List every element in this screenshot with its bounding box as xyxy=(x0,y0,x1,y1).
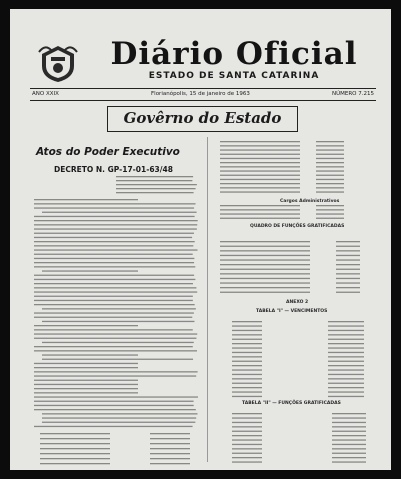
text-line xyxy=(116,192,194,193)
text-line xyxy=(34,291,197,292)
text-line xyxy=(232,356,262,357)
text-line xyxy=(220,246,310,247)
text-line xyxy=(232,365,262,366)
text-line xyxy=(316,213,344,214)
text-line xyxy=(232,417,262,418)
text-line xyxy=(336,287,360,288)
text-line xyxy=(316,187,344,188)
text-line xyxy=(332,413,366,414)
text-line xyxy=(40,448,110,449)
text-line xyxy=(34,371,198,372)
text-line xyxy=(332,435,366,436)
text-line xyxy=(332,457,366,458)
text-line xyxy=(42,342,194,343)
text-line xyxy=(34,287,196,288)
text-line xyxy=(328,356,364,357)
text-line xyxy=(328,365,364,366)
text-line xyxy=(34,220,198,221)
text-line xyxy=(34,375,196,376)
text-line xyxy=(34,312,194,313)
text-line xyxy=(34,275,194,276)
text-line xyxy=(34,329,193,330)
text-line xyxy=(34,367,138,368)
text-line xyxy=(328,325,364,326)
text-line xyxy=(220,205,300,206)
edition-date: Florianópolis, 15 de janeiro de 1963 xyxy=(151,91,250,97)
text-line xyxy=(232,361,262,362)
text-line xyxy=(34,233,194,234)
newspaper-title: Diário Oficial xyxy=(110,36,358,72)
text-line xyxy=(34,392,138,393)
text-line xyxy=(332,461,366,462)
tabela-ii-header: TABELA "II" — FUNÇÕES GRATIFICADAS xyxy=(242,401,341,406)
text-line xyxy=(34,380,138,381)
text-line xyxy=(34,426,193,427)
text-line xyxy=(232,457,262,458)
text-line xyxy=(150,438,190,439)
text-line xyxy=(336,273,360,274)
text-line xyxy=(220,179,300,180)
text-line xyxy=(232,383,262,384)
text-line xyxy=(316,218,344,219)
text-line xyxy=(220,149,300,150)
text-line xyxy=(116,188,196,189)
text-line xyxy=(316,205,344,206)
text-line xyxy=(232,431,262,432)
text-line xyxy=(116,184,197,185)
text-line xyxy=(332,444,366,445)
text-line xyxy=(232,396,262,397)
text-line xyxy=(34,241,195,242)
text-line xyxy=(316,154,344,155)
text-line xyxy=(232,448,262,449)
text-line xyxy=(150,443,190,444)
text-line xyxy=(336,264,360,265)
text-line xyxy=(42,270,138,271)
text-line xyxy=(316,170,344,171)
text-line xyxy=(328,396,364,397)
text-line xyxy=(328,339,364,340)
funcoes-header: QUADRO DE FUNÇÕES GRATIFICADAS xyxy=(250,224,345,229)
text-line xyxy=(34,254,193,255)
text-line xyxy=(316,191,344,192)
text-line xyxy=(34,207,194,208)
text-line xyxy=(220,158,300,159)
text-line xyxy=(220,191,300,192)
text-line xyxy=(220,278,310,279)
text-line xyxy=(316,166,344,167)
text-line xyxy=(332,426,366,427)
text-line xyxy=(328,343,364,344)
text-line xyxy=(220,183,300,184)
text-line xyxy=(232,369,262,370)
text-line xyxy=(220,145,300,146)
text-line xyxy=(232,321,262,322)
text-line xyxy=(316,149,344,150)
text-line xyxy=(150,448,190,449)
text-line xyxy=(34,245,193,246)
text-line xyxy=(34,216,195,217)
edition-year: ANO XXIX xyxy=(32,91,59,97)
text-line xyxy=(34,249,198,250)
text-line xyxy=(232,378,262,379)
text-line xyxy=(336,278,360,279)
text-line xyxy=(220,273,310,274)
text-line xyxy=(220,187,300,188)
text-line xyxy=(220,241,310,242)
text-line xyxy=(316,175,344,176)
text-line xyxy=(220,213,300,214)
text-line xyxy=(34,258,194,259)
text-line xyxy=(232,325,262,326)
text-line xyxy=(220,287,310,288)
text-line xyxy=(232,343,262,344)
text-line xyxy=(232,435,262,436)
text-line xyxy=(34,237,192,238)
text-line xyxy=(336,241,360,242)
text-line xyxy=(34,396,198,397)
text-line xyxy=(328,387,364,388)
text-line xyxy=(34,363,138,364)
text-line xyxy=(232,347,262,348)
text-line xyxy=(150,453,190,454)
tabela-i-header: TABELA "I" — VENCIMENTOS xyxy=(256,309,328,314)
text-line xyxy=(34,317,192,318)
text-line xyxy=(316,209,344,210)
text-line xyxy=(328,334,364,335)
text-line xyxy=(232,334,262,335)
illegible-body-text xyxy=(10,9,391,470)
text-line xyxy=(34,346,193,347)
newspaper-subtitle: ESTADO DE SANTA CATARINA xyxy=(148,71,320,81)
government-banner: Govêrno do Estado xyxy=(107,106,298,132)
text-line xyxy=(332,431,366,432)
text-line xyxy=(232,391,262,392)
edition-number: NÚMERO 7.215 xyxy=(332,91,375,97)
text-line xyxy=(332,417,366,418)
text-line xyxy=(328,391,364,392)
text-line xyxy=(34,388,138,389)
text-line xyxy=(34,228,197,229)
text-line xyxy=(220,175,300,176)
text-line xyxy=(40,458,110,459)
anexo2-header: ANEXO 2 xyxy=(286,300,309,305)
text-line xyxy=(332,453,366,454)
text-line xyxy=(316,158,344,159)
document-page xyxy=(10,9,391,470)
text-line xyxy=(150,458,190,459)
text-line xyxy=(220,170,300,171)
text-line xyxy=(232,426,262,427)
text-line xyxy=(220,218,300,219)
text-line xyxy=(34,296,193,297)
text-line xyxy=(336,269,360,270)
text-line xyxy=(34,199,138,200)
text-line xyxy=(220,255,310,256)
cargos-adm-header: Cargos Administrativos xyxy=(280,199,340,204)
text-line xyxy=(232,422,262,423)
text-line xyxy=(34,279,195,280)
text-line xyxy=(40,463,110,464)
text-line xyxy=(336,292,360,293)
text-line xyxy=(34,266,195,267)
text-line xyxy=(34,333,197,334)
text-line xyxy=(34,409,196,410)
text-line xyxy=(220,250,310,251)
text-line xyxy=(328,330,364,331)
text-line xyxy=(34,405,194,406)
text-line xyxy=(34,350,197,351)
text-line xyxy=(328,383,364,384)
text-line xyxy=(232,374,262,375)
text-line xyxy=(328,352,364,353)
text-line xyxy=(336,255,360,256)
text-line xyxy=(116,176,193,177)
text-line xyxy=(332,422,366,423)
text-line xyxy=(42,308,196,309)
text-line xyxy=(42,417,196,418)
text-line xyxy=(232,387,262,388)
text-line xyxy=(328,321,364,322)
section-title: Atos do Poder Executivo xyxy=(36,146,180,158)
text-line xyxy=(336,259,360,260)
text-line xyxy=(220,264,310,265)
text-line xyxy=(316,183,344,184)
text-line xyxy=(34,325,138,326)
text-line xyxy=(220,162,300,163)
text-line xyxy=(328,374,364,375)
text-line xyxy=(42,422,195,423)
text-line xyxy=(34,401,194,402)
text-line xyxy=(316,162,344,163)
text-line xyxy=(336,246,360,247)
text-line xyxy=(150,463,190,464)
text-line xyxy=(42,321,194,322)
text-line xyxy=(42,359,193,360)
text-line xyxy=(232,461,262,462)
text-line xyxy=(328,378,364,379)
text-line xyxy=(34,203,196,204)
text-line xyxy=(40,433,110,434)
text-line xyxy=(34,304,195,305)
text-line xyxy=(40,443,110,444)
text-line xyxy=(42,212,197,213)
text-line xyxy=(232,352,262,353)
text-line xyxy=(220,166,300,167)
text-line xyxy=(220,154,300,155)
text-line xyxy=(316,145,344,146)
text-line xyxy=(232,330,262,331)
text-line xyxy=(220,209,300,210)
text-line xyxy=(34,224,197,225)
text-line xyxy=(316,141,344,142)
text-line xyxy=(42,354,138,355)
text-line xyxy=(34,300,193,301)
text-line xyxy=(328,347,364,348)
text-line xyxy=(34,338,196,339)
text-line xyxy=(34,384,138,385)
text-line xyxy=(232,439,262,440)
text-line xyxy=(332,448,366,449)
text-line xyxy=(336,282,360,283)
text-line xyxy=(34,283,193,284)
text-line xyxy=(232,453,262,454)
text-line xyxy=(220,282,310,283)
text-line xyxy=(336,250,360,251)
text-line xyxy=(328,361,364,362)
text-line xyxy=(332,439,366,440)
text-line xyxy=(220,292,310,293)
text-line xyxy=(232,444,262,445)
text-line xyxy=(220,259,310,260)
text-line xyxy=(150,433,190,434)
text-line xyxy=(316,179,344,180)
text-line xyxy=(328,369,364,370)
text-line xyxy=(42,413,198,414)
text-line xyxy=(40,438,110,439)
decree-title: DECRETO N. GP-17-01-63/48 xyxy=(54,165,173,174)
text-line xyxy=(232,413,262,414)
text-line xyxy=(232,339,262,340)
text-line xyxy=(116,180,192,181)
text-line xyxy=(34,262,194,263)
text-line xyxy=(220,141,300,142)
text-line xyxy=(220,269,310,270)
text-line xyxy=(40,453,110,454)
